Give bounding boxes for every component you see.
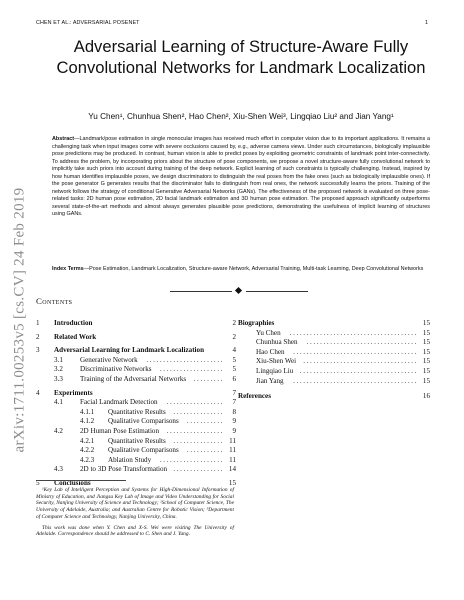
divider-line-right — [246, 291, 308, 292]
toc-entry-number: 4.2.2 — [80, 446, 95, 455]
toc-entry-number: 4.3 — [54, 465, 63, 474]
abstract — [52, 136, 430, 219]
toc-entry[interactable] — [36, 318, 236, 328]
footnotes — [36, 487, 234, 542]
index-terms — [52, 266, 430, 274]
toc-leader-dots: ............... — [173, 436, 224, 445]
toc-entry[interactable] — [36, 416, 236, 426]
toc-entry-page: 15 — [422, 319, 430, 327]
toc-entry-title: Quantitative Results — [108, 407, 166, 416]
toc-entry-page: 5 — [232, 365, 236, 374]
toc-leader-dots: ......... — [193, 375, 224, 383]
toc-leader-dots: ................... — [159, 365, 224, 374]
toc-entry[interactable] — [36, 345, 236, 355]
author-list: Yu Chen¹, Chunhua Shen², Hao Chen², Xiu-Shen Wei³, Lingqiao Liu² and Jian Yang¹ — [88, 112, 394, 121]
toc-entry-title: Yu Chen — [256, 328, 281, 337]
toc-entry-page: 15 — [422, 328, 430, 337]
toc-entry-title: Qualitative Comparisons — [108, 417, 179, 426]
toc-leader-dots: ............... — [173, 465, 224, 474]
paper-title: Adversarial Learning of Structure-Aware Fully Convolutional Networks for Landmark Localization — [56, 37, 426, 77]
toc-entry-title: Ablation Study — [108, 455, 152, 464]
toc-entry-page: 5 — [232, 355, 236, 364]
toc-entry-page: 15 — [422, 367, 430, 375]
toc-entry[interactable] — [36, 455, 236, 465]
toc-left-column — [36, 318, 236, 493]
toc-entry-title: Xiu-Shen Wei — [256, 357, 297, 366]
toc-leader-dots: ..................................... — [293, 347, 418, 356]
toc-entry[interactable] — [238, 366, 430, 376]
toc-entry[interactable] — [238, 337, 430, 347]
toc-leader-dots: ................... — [159, 455, 224, 464]
toc-entry[interactable] — [36, 355, 236, 365]
toc-entry-title: Related Work — [54, 332, 97, 341]
toc-leader-dots: ................. — [166, 398, 224, 407]
divider-line-left — [170, 291, 232, 292]
toc-entry-title: Adversarial Learning for Landmark Localization — [54, 346, 205, 355]
toc-entry-page: 11 — [229, 436, 236, 445]
toc-entry-number: 4.1 — [54, 398, 63, 407]
toc-entry-number: 4.2.3 — [80, 455, 95, 464]
toc-entry-number: 4 — [36, 388, 40, 397]
toc-entry-number: 4.1.2 — [80, 417, 95, 426]
toc-leader-dots: ..................................... — [293, 376, 418, 385]
toc-entry[interactable] — [36, 364, 236, 374]
toc-entry-title: Quantitative Results — [108, 436, 166, 445]
toc-entry[interactable] — [238, 376, 430, 386]
arxiv-stamp-text: arXiv:1711.00253v5 [cs.CV] 24 Feb 2019 — [11, 187, 28, 453]
toc-entry[interactable] — [238, 318, 430, 328]
toc-entry[interactable] — [36, 407, 236, 417]
index-terms-label: Index Terms — [52, 266, 84, 272]
toc-entry[interactable] — [238, 328, 430, 338]
toc-entry-number: 4.1.1 — [80, 407, 95, 416]
toc-entry-page: 14 — [228, 465, 236, 474]
toc-entry[interactable] — [36, 426, 236, 436]
toc-entry[interactable] — [36, 332, 236, 342]
toc-entry-title: Qualitative Comparisons — [108, 446, 179, 455]
toc-leader-dots: ........... — [186, 417, 224, 426]
toc-entry-title: 2D Human Pose Estimation — [80, 427, 160, 435]
toc-entry-page: 8 — [232, 407, 236, 416]
toc-entry-title: 2D to 3D Pose Transformation — [80, 465, 168, 474]
toc-entry-title: Hao Chen — [256, 347, 285, 356]
toc-entry-page: 2 — [232, 332, 236, 341]
toc-entry[interactable] — [36, 436, 236, 446]
toc-entry-number: 3.1 — [54, 355, 63, 364]
toc-right-column — [238, 318, 430, 401]
index-terms-text: —Pose Estimation, Landmark Localization, Structure-aware Network, Adversarial Training, Multi-task Learning, Deep Convolutional Networks — [83, 266, 424, 272]
toc-entry[interactable] — [238, 347, 430, 357]
toc-entry-title: Jian Yang — [256, 376, 284, 385]
toc-entry-title: Discriminative Networks — [80, 365, 152, 374]
arxiv-stamp — [6, 180, 34, 460]
toc-leader-dots: ....................... — [146, 355, 224, 364]
toc-entry-title: References — [238, 392, 271, 401]
toc-entry-page: 16 — [422, 392, 430, 401]
toc-entry-page: 6 — [232, 375, 236, 383]
toc-entry-title: Chunhua Shen — [256, 338, 298, 347]
toc-entry-number: 3.3 — [54, 375, 63, 383]
toc-entry-title: Experiments — [54, 388, 93, 397]
toc-leader-dots: ............... — [173, 407, 224, 416]
toc-entry-number: 5 — [36, 479, 40, 487]
toc-entry-page: 15 — [422, 376, 430, 385]
toc-entry[interactable] — [238, 356, 430, 366]
section-divider — [170, 287, 310, 295]
toc-entry-number: 4.2.1 — [80, 436, 95, 445]
toc-entry-number: 1 — [36, 319, 40, 327]
toc-entry-title: Introduction — [54, 319, 93, 327]
toc-entry-page: 15 — [422, 357, 430, 366]
abstract-text: —Landmark/pose estimation in single monocular images has received much effort in computer vision due to its important applications. It remains a challenging task when input images come with severe occlusions caused by, e.g., adverse camera views. Under such circumstances, biologically implausible pose predictions may be produced. In contrast, human vision is able to predict poses by exploiting geometric constraints of landmark point inter-connectivity. To address the problem, by incorporating priors about the structure of pose components, we propose a novel structure-aware fully convolutional network to implicitly take such priors into account during training of the deep network. Explicit learning of such constraints is typically challenging. Instead, inspired by how human identifies implausible poses, we design discriminators to distinguish the real poses from the fake ones (such as biologically implausible ones). If the pose generator G generates results that the discriminator fails to distinguish from real ones, the network successfully learns the priors. Training of the network follows the strategy of conditional Generative Adversarial Networks (GANs). The effectiveness of the proposed network is evaluated on three pose-related tasks: 2D human pose estimation, 2D facial landmark estimation and 3D human pose estimation. The proposed approach significantly outperforms several state-of-the-art methods and almost always generates plausible pose predictions, demonstrating the usefulness of implicit learning of structures using GANs. — [52, 136, 430, 218]
toc-entry[interactable] — [36, 445, 236, 455]
toc-entry-page: 7 — [232, 388, 236, 397]
toc-entry-page: 15 — [422, 347, 430, 356]
toc-entry-page: 15 — [422, 338, 430, 347]
toc-entry-number: 3 — [36, 346, 40, 355]
toc-entry-page: 11 — [229, 446, 236, 455]
contents-heading: Contents — [36, 296, 73, 306]
toc-entry-page: 9 — [232, 417, 236, 426]
toc-entry-page: 9 — [232, 427, 236, 435]
toc-entry[interactable] — [36, 374, 236, 384]
toc-entry-title: Lingqiao Liu — [256, 367, 294, 375]
toc-entry[interactable] — [36, 397, 236, 407]
footnote-affiliations: ¹Key Lab of Intelligent Perception and Systems for High-Dimensional Information of Ministry of Education, and Jiangsu Key Lab of Image and Video Understanding for Social Security, Nanjing University of Science and Technology; ²School of Computer Science, The University of Adelaide, Australia; and Australian Centre for Robotic Vision; ³Department of Computer Science and Technology, Nanjing University, China. — [36, 487, 234, 520]
toc-entry-page: 7 — [232, 398, 236, 407]
toc-entry-number: 2 — [36, 332, 40, 341]
toc-leader-dots: .................................. — [303, 357, 418, 366]
toc-leader-dots: ........... — [186, 446, 224, 455]
divider-diamond — [235, 287, 242, 294]
running-head: CHEN ET AL.: ADVERSARIAL POSENET — [36, 20, 140, 26]
toc-entry-page: 11 — [229, 455, 236, 464]
toc-entry[interactable] — [36, 464, 236, 474]
toc-leader-dots: ................................. — [306, 338, 418, 347]
page-number: 1 — [424, 20, 428, 26]
toc-entry-title: Facial Landmark Detection — [80, 398, 158, 407]
toc-entry-title: Biographies — [238, 319, 275, 327]
toc-entry-page: 2 — [232, 319, 236, 327]
footnote-rule — [36, 480, 126, 481]
toc-leader-dots: ................. — [166, 427, 224, 435]
abstract-label: Abstract — [52, 136, 75, 142]
toc-entry[interactable] — [238, 391, 430, 401]
toc-leader-dots: ...................................... — [289, 328, 418, 337]
toc-entry-title: Generative Network — [80, 355, 138, 364]
toc-entry-page: 15 — [228, 479, 236, 487]
toc-entry-title: Training of the Adversarial Networks — [80, 375, 187, 383]
toc-entry[interactable] — [36, 388, 236, 398]
toc-leader-dots: ................................... — [299, 367, 418, 375]
footnote-visiting: This work was done when Y. Chen and X-S. Wei were visiting The University of Adelaide. Correspondence should be addressed to C. Shen and J. Yang. — [36, 524, 234, 538]
toc-entry-number: 4.2 — [54, 427, 63, 435]
toc-entry-page: 4 — [232, 346, 236, 355]
toc-entry-number: 3.2 — [54, 365, 63, 374]
toc-entry-title: Conclusions — [54, 479, 91, 487]
